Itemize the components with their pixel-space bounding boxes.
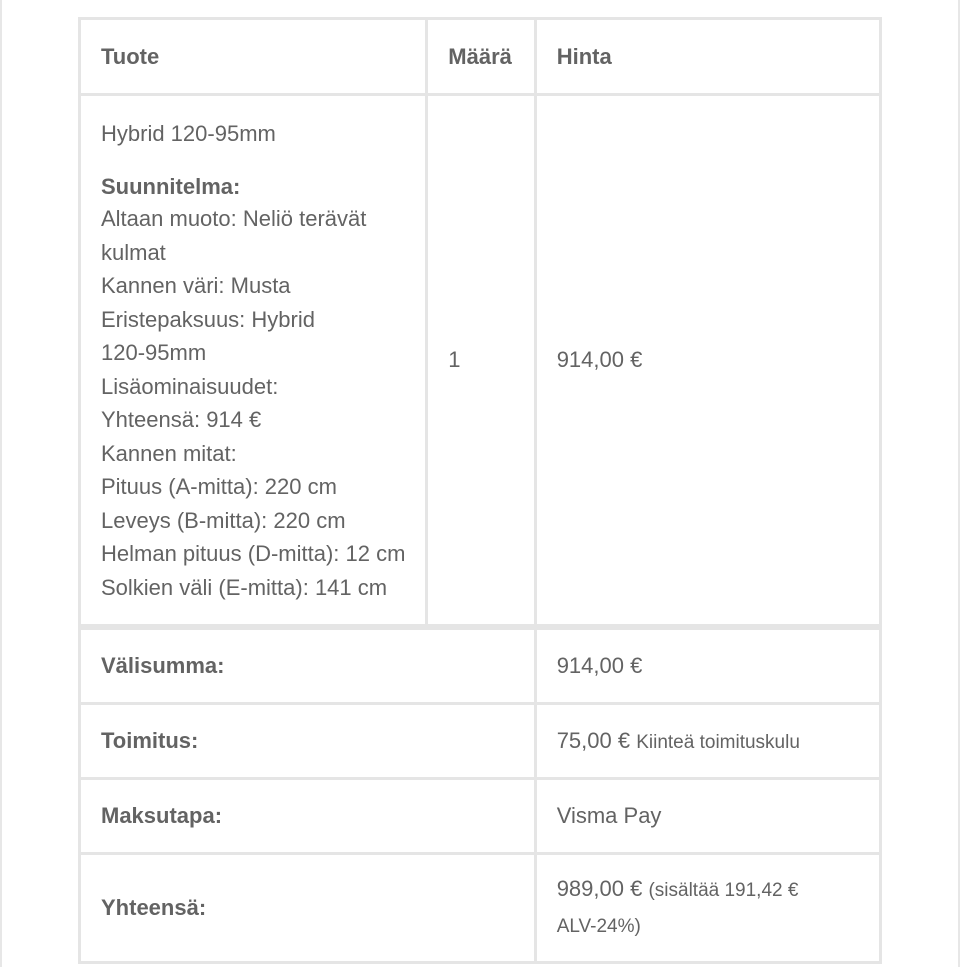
shipping-value: 75,00 € [556, 728, 631, 753]
meta-line: Kannen mitat: [101, 440, 237, 466]
order-total-value: 989,00 € [556, 876, 643, 901]
vat-note: (sisältää 191,42 € [648, 880, 799, 901]
subtotal-row [80, 627, 881, 704]
meta-line: Kannen väri: Musta [101, 273, 291, 298]
product-meta-list [101, 202, 407, 604]
meta-line: Eristepaksuus: Hybrid [101, 306, 315, 332]
subtotal-label: Välisumma: [80, 627, 536, 704]
header-price: Hinta [535, 19, 880, 95]
payment-method-row [80, 779, 881, 854]
payment-method-value: Visma Pay [535, 779, 880, 854]
quantity-cell: 1 [427, 95, 535, 628]
shipping-method-note: Kiinteä toimituskulu [636, 732, 800, 753]
subtotal-value: 914,00 € [535, 627, 880, 704]
order-total-row [80, 854, 881, 963]
meta-line: Helman pituus (D-mitta): 12 cm [101, 541, 406, 566]
order-details-table [78, 17, 882, 964]
meta-line: Leveys (B-mitta): 220 cm [101, 507, 346, 533]
meta-line: Lisäominaisuudet: [101, 373, 279, 399]
shipping-cell [535, 704, 880, 779]
product-name: Hybrid 120-95mm [101, 121, 276, 146]
meta-line: Yhteensä: 914 € [101, 407, 262, 432]
page-border-left [0, 0, 2, 967]
shipping-label: Toimitus: [80, 704, 536, 779]
header-quantity: Määrä [427, 19, 535, 95]
order-total-cell [535, 854, 880, 963]
product-meta-title: Suunnitelma: [101, 174, 241, 199]
vat-note-rate: ALV-24%) [556, 916, 641, 937]
meta-line: Altaan muoto: Neliö terävät [101, 206, 367, 231]
order-total-label: Yhteensä: [80, 854, 536, 963]
payment-method-label: Maksutapa: [80, 779, 536, 854]
price-cell: 914,00 € [535, 95, 880, 628]
meta-line: Solkien väli (E-mitta): 141 cm [101, 574, 388, 600]
product-cell [80, 95, 427, 628]
table-header-row [80, 19, 881, 95]
table-row [80, 95, 881, 628]
shipping-row [80, 704, 881, 779]
meta-line: Pituus (A-mitta): 220 cm [101, 474, 337, 499]
header-product: Tuote [80, 19, 427, 95]
meta-line: 120-95mm [101, 340, 207, 365]
meta-line: kulmat [101, 239, 166, 265]
